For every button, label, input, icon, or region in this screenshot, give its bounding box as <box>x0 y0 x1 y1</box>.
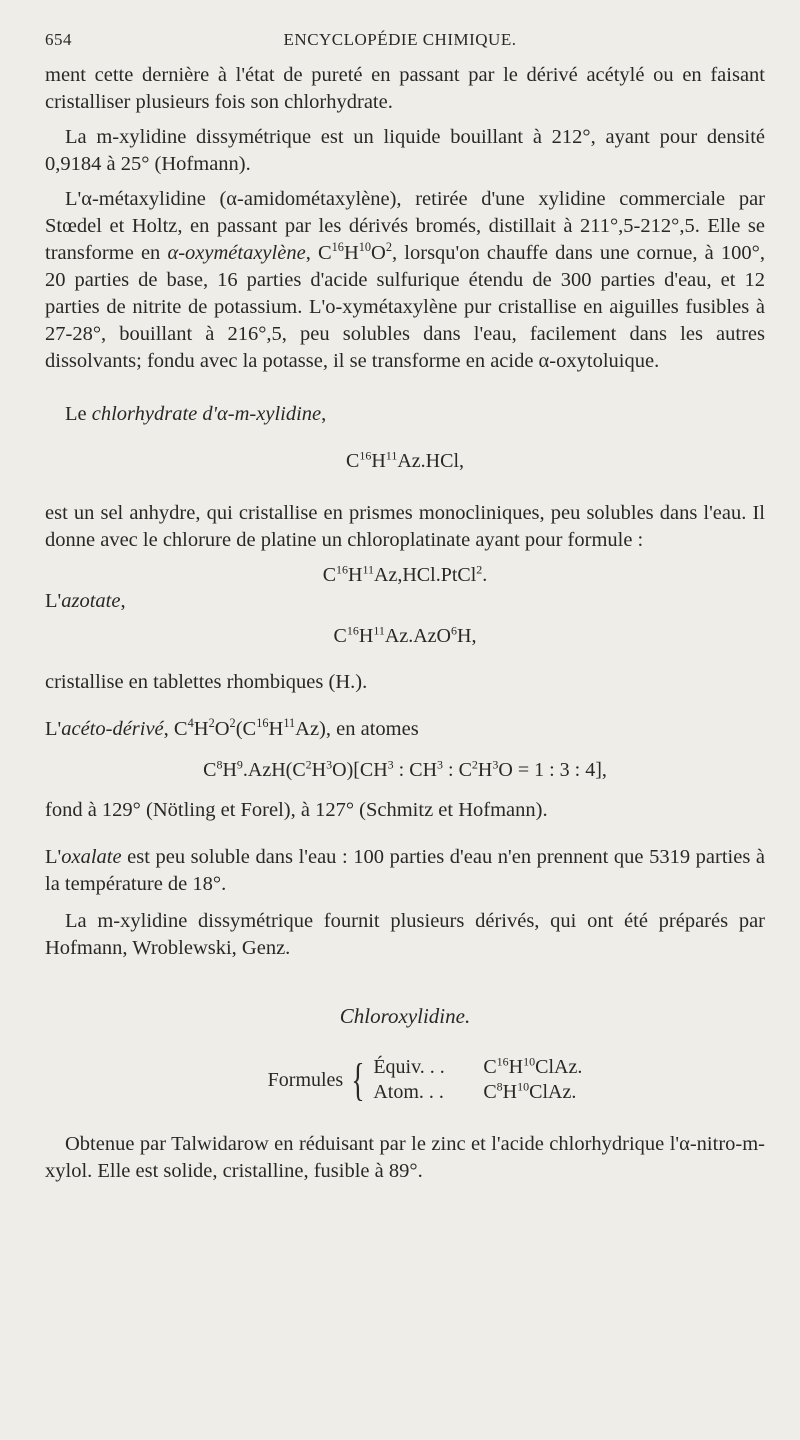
paragraph-aceto-derive: L'acéto-dérivé, $C^4H^2O^2(C^{16}H^{11}Az)$, en atomes <box>45 716 419 740</box>
formula-azotate: $C^{16}H^{11}Az.AzO^6H$, <box>333 623 477 647</box>
formula-chlorhydrate: $C^{16}H^{11}Az.HCl$, <box>345 448 465 472</box>
section-title: Chloroxylidine. <box>339 1004 471 1028</box>
paragraph-alpha-tail: , $C^{16}H^{10}O^2$, lorsqu'on chauffe dans une cornue, à 100°, 20 parties de base, 16 parties d'acide sulfurique étendu de 300 parties d'eau, et 12 parties de nitrite de potassium. L'o-xymétaxylène pur cristallise en aiguilles fusibles à 27-28°, bouillant à 216°,5, peu solubles dans l'eau, facilement dans les autres dissolvants; fondu avec la potasse, il se transforme en acide α-oxytoluique. <box>45 240 765 372</box>
formula-chloroplatinate: $C^{16}H^{11}Az,HCl.PtCl^2$. <box>322 562 488 586</box>
paragraph-oxalate: L'oxalate est peu soluble dans l'eau : 100 parties d'eau n'en prennent que 5319 parties à la température de 18°. <box>45 846 765 895</box>
formules-equiv-formula: $C^{16}H^{10}ClAz$. <box>483 1054 583 1078</box>
paragraph-alpha-metaxylidine: L'α-métaxylidine (α-amidométaxylène), retirée d'une xylidine commerciale par Stœdel et Holtz, en passant par les dérivés bromés, distillait à 211°,5-212°,5. Elle se transforme en α-oxymétaxylène, $C^{16}H^{10}O^2$, lorsqu'on chauffe dans une cornue, à 100°, 20 parties de base, 16 parties d'acide sulfurique étendu de 300 parties d'eau, et 12 parties de nitrite de potassium. L'o-xymétaxylène pur cristallise en aiguilles fusibles à 27-28°, bouillant à 216°,5, peu solubles dans l'eau, facilement dans les autres dissolvants; fondu avec la potasse, il se transforme en acide α-oxytoluique. <box>45 188 765 372</box>
page-header <box>45 30 755 56</box>
paragraph-xylidine-density: La m-xylidine dissymétrique est un liquide bouillant à 212°, ayant pour densité 0,9184 à 25° (Hofmann). <box>45 126 765 175</box>
paragraph-continuation: ment cette dernière à l'état de pureté en passant par le dérivé acétylé ou en faisant cristalliser plusieurs fois son chlorhydrate. <box>45 64 765 113</box>
paragraph-sel-anhydre: est un sel anhydre, qui cristallise en prismes monocliniques, peu solubles dans l'eau. Il donne avec le chlorure de platine un chloroplatinate ayant pour formule : <box>45 502 765 551</box>
page-body <box>45 62 765 1185</box>
formules-row: Atom. . . $C^8H^{10}ClAz$. <box>373 1079 577 1103</box>
page-number: 654 <box>45 30 72 49</box>
formules-block <box>85 1055 765 1105</box>
paragraph-derives: La m-xylidine dissymétrique fournit plusieurs dérivés, qui ont été préparés par Hofmann, Wroblewski, Genz. <box>45 910 765 959</box>
formules-row: Équiv. . . $C^{16}H^{10}ClAz$. <box>373 1054 583 1078</box>
paragraph-azotate-title: L'azotate, <box>45 590 126 612</box>
formula-atomes: $C^8H^9.AzH(C^2H^3O)[CH^3$ : $CH^3$ : $C^2H^3O = 1$ : 3 : 4], <box>203 757 607 781</box>
paragraph-chlorhydrate-title: Le chlorhydrate d'α-m-xylidine, <box>65 403 327 425</box>
formules-atom-formula: $C^8H^{10}ClAz$. <box>483 1079 577 1103</box>
brace-icon: { <box>351 1054 365 1105</box>
paragraph-fond: fond à 129° (Nötling et Forel), à 127° (Schmitz et Hofmann). <box>45 799 548 821</box>
formules-label: Formules <box>267 1068 344 1091</box>
paragraph-talwidarow: Obtenue par Talwidarow en réduisant par le zinc et l'acide chlorhydrique l'α-nitro-m-xylol. Elle est solide, cristalline, fusible à 89°. <box>45 1133 765 1182</box>
paragraph-tablettes: cristallise en tablettes rhombiques (H.). <box>45 671 368 693</box>
running-head: ENCYCLOPÉDIE CHIMIQUE. <box>283 30 517 49</box>
